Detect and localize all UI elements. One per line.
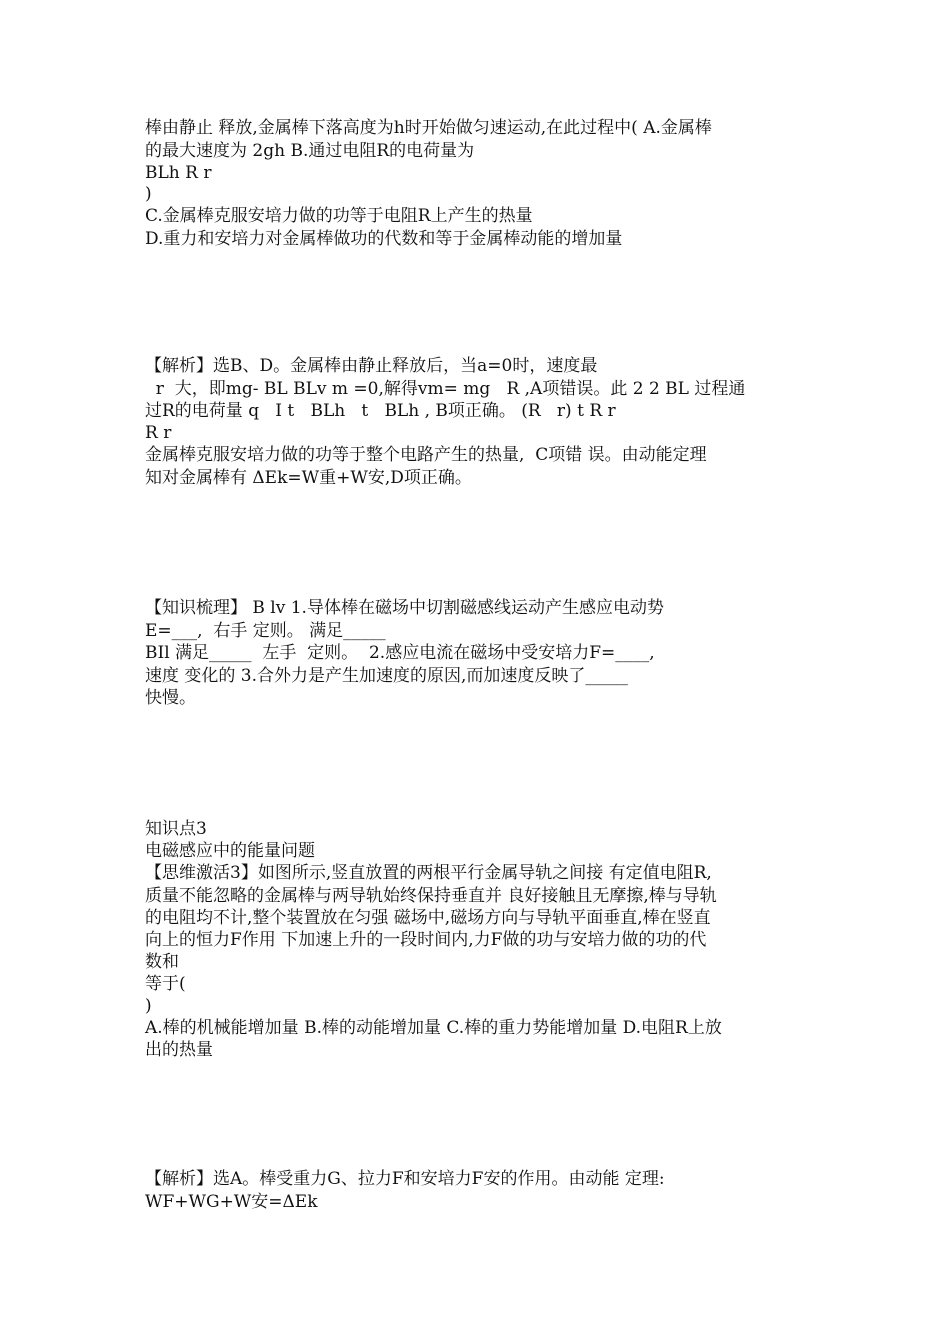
text-line: 快慢。: [145, 688, 196, 708]
text-line: WF+WG+W安=ΔEk: [145, 1192, 318, 1212]
text-line: 电磁感应中的能量问题: [145, 841, 315, 861]
text-line: 等于(: [145, 974, 186, 994]
text-line: 数和: [145, 952, 179, 972]
text-line: 向上的恒力F作用 下加速上升的一段时间内,力F做的功与安培力做的功的代: [145, 930, 707, 950]
text-line: 【思维激活3】如图所示,竖直放置的两根平行金属导轨之间接 有定值电阻R,: [145, 863, 712, 883]
text-line: E=___, 右手 定则。 满足_____: [145, 621, 386, 641]
text-line: 的电阻均不计,整个装置放在匀强 磁场中,磁场方向与导轨平面垂直,棒在竖直: [145, 908, 711, 928]
text-line: 速度 变化的 3.合外力是产生加速度的原因,而加速度反映了_____: [145, 666, 628, 686]
text-line: BLh R r: [145, 163, 212, 183]
text-line: 出的热量: [145, 1040, 213, 1060]
text-line: ): [145, 184, 152, 204]
text-line: 【解析】选A。棒受重力G、拉力F和安培力F安的作用。由动能 定理:: [145, 1169, 665, 1189]
text-line: 过R的电荷量 q I t BLh t BLh , B项正确。 (R r) t R r: [145, 401, 616, 421]
text-line: A.棒的机械能增加量 B.棒的动能增加量 C.棒的重力势能增加量 D.电阻R上放: [145, 1018, 722, 1038]
text-line: 知对金属棒有 ΔEk=W重+W安,D项正确。: [145, 468, 472, 488]
text-line: 【解析】选B、D。金属棒由静止释放后，当a=0时，速度最: [145, 356, 598, 376]
text-line: 知识点3: [145, 819, 207, 839]
text-line: ): [145, 996, 152, 1016]
text-line: D.重力和安培力对金属棒做功的代数和等于金属棒动能的增加量: [145, 229, 623, 249]
text-line: C.金属棒克服安培力做的功等于电阻R上产生的热量: [145, 206, 533, 226]
text-line: BIl 满足_____ 左手 定则。 2.感应电流在磁场中受安培力F=____,: [145, 643, 655, 663]
text-line: 金属棒克服安培力做的功等于整个电路产生的热量, C项错 误。由动能定理: [145, 445, 707, 465]
text-line: r 大，即mg- BL BLv m =0,解得vm= mg R ,A项错误。此 2 2 BL 过程通: [145, 379, 746, 399]
text-line: 质量不能忽略的金属棒与两导轨始终保持垂直并 良好接触且无摩擦,棒与导轨: [145, 886, 717, 906]
text-line: 的最大速度为 2gh B.通过电阻R的电荷量为: [145, 141, 475, 161]
text-line: R r: [145, 423, 172, 443]
text-line: 棒由静止 释放,金属棒下落高度为h时开始做匀速运动,在此过程中( A.金属棒: [145, 118, 712, 138]
text-line: 【知识梳理】 B lv 1.导体棒在磁场中切割磁感线运动产生感应电动势: [145, 598, 664, 618]
